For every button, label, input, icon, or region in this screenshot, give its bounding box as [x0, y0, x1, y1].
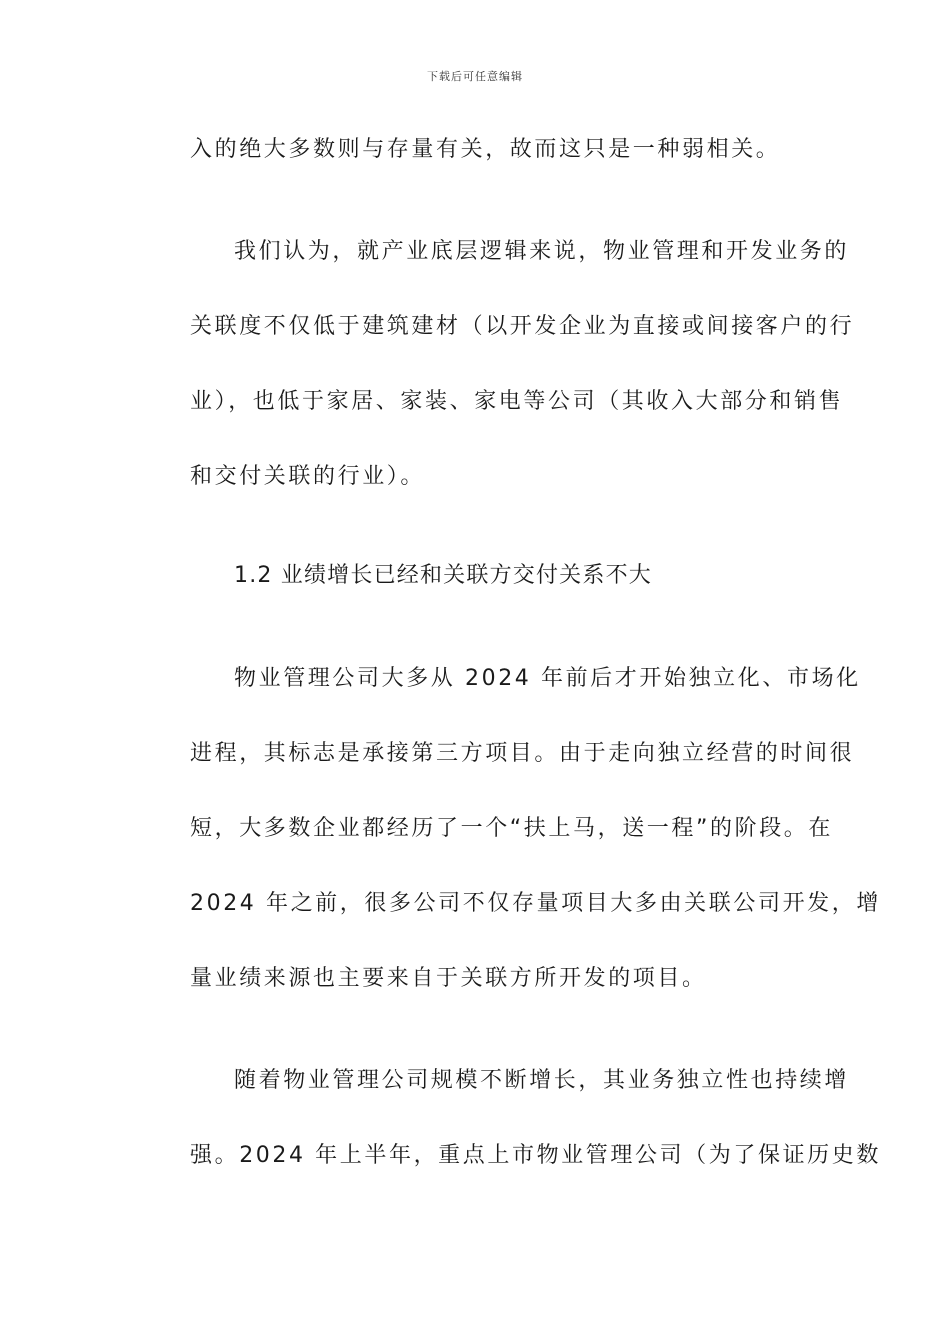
section-heading: 1.2 业绩增长已经和关联方交付关系不大 [234, 563, 652, 588]
text-line: 和交付关联的行业）。 [190, 464, 426, 489]
text-line: 物业管理公司大多从 2024 年前后才开始独立化、市场化 [234, 666, 861, 691]
text-line: 随着物业管理公司规模不断增长，其业务独立性也持续增 [234, 1068, 850, 1093]
text-line: 业），也低于家居、家装、家电等公司（其收入大部分和销售 [190, 389, 844, 414]
text-line: 2024 年之前，很多公司不仅存量项目大多由关联公司开发，增 [190, 891, 881, 916]
text-line: 进程，其标志是承接第三方项目。由于走向独立经营的时间很 [190, 741, 855, 766]
text-line: 强。2024 年上半年，重点上市物业管理公司（为了保证历史数 [190, 1143, 881, 1168]
text-line: 关联度不仅低于建筑建材（以开发企业为直接或间接客户的行 [190, 314, 855, 339]
text-line: 短，大多数企业都经历了一个“扶上马，送一程”的阶段。在 [190, 816, 833, 841]
text-line: 我们认为，就产业底层逻辑来说，物业管理和开发业务的 [234, 239, 850, 264]
text-line: 入的绝大多数则与存量有关，故而这只是一种弱相关。 [190, 137, 781, 162]
page-header: 下载后可任意编辑 [427, 70, 523, 83]
text-line: 量业绩来源也主要来自于关联方所开发的项目。 [190, 966, 707, 991]
